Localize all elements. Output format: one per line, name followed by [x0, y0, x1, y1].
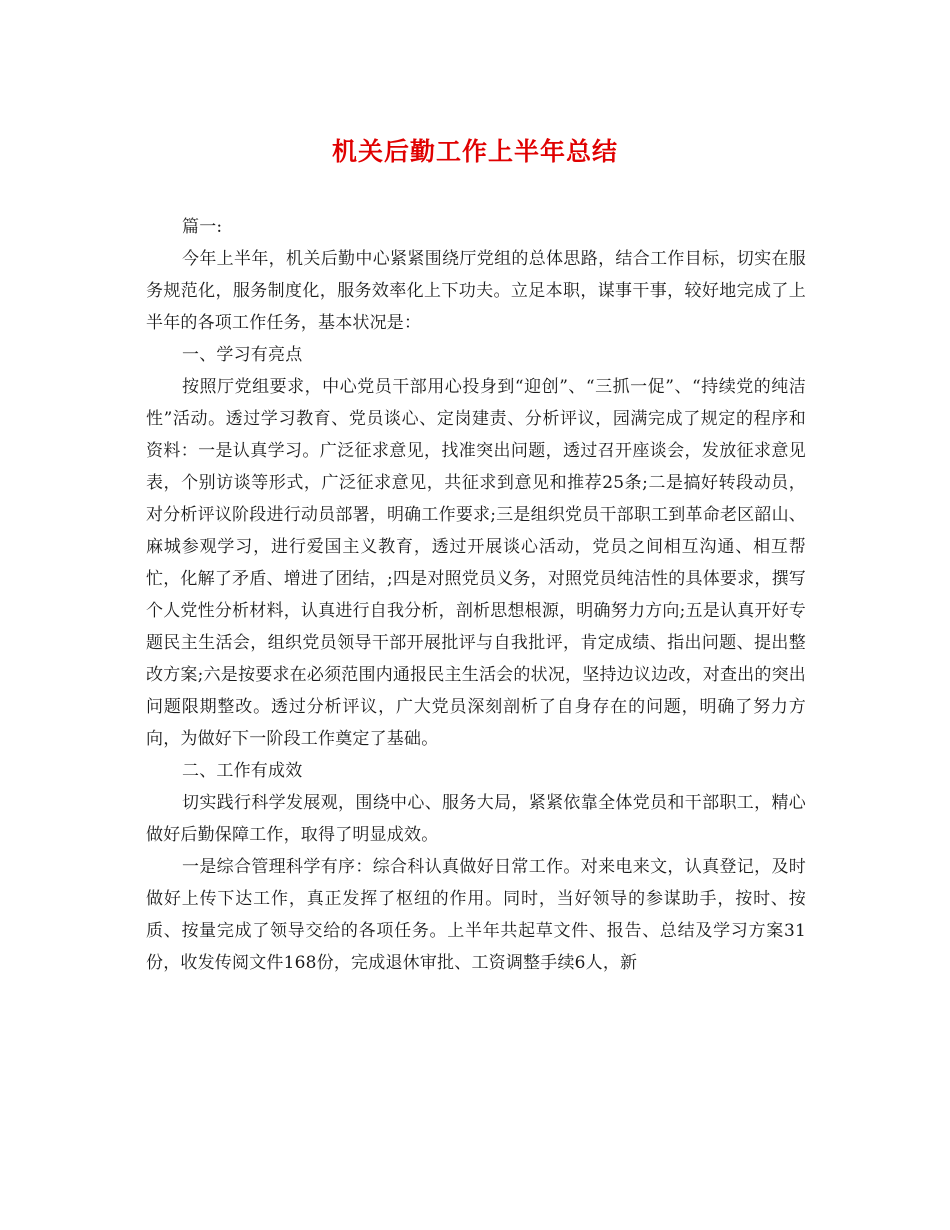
document-title: 机关后勤工作上半年总结	[331, 137, 618, 166]
section-heading: 一、学习有亮点	[182, 345, 303, 365]
section-label: 篇一:	[182, 217, 223, 237]
document-body	[146, 211, 806, 979]
intro-paragraph: 今年上半年，机关后勤中心紧紧围绕厅党组的总体思路，结合工作目标，切实在服务规范化，服务制度化，服务效率化上下功夫。立足本职，谋事干事，较好地完成了上半年的各项工作任务，基本状况是：	[146, 249, 806, 333]
body-paragraph: 按照厅党组要求，中心党员干部用心投身到“迎创”、“三抓一促”、“持续党的纯洁性”活动。透过学习教育、党员谈心、定岗建责、分析评议，园满完成了规定的程序和资料：一是认真学习。广泛征求意见，找准突出问题，透过召开座谈会，发放征求意见表，个别访谈等形式，广泛征求意见，共征求到意见和推荐25条;二是搞好转段动员，对分析评议阶段进行动员部署，明确工作要求;三是组织党员干部职工到革命老区韶山、麻城参观学习，进行爱国主义教育，透过开展谈心活动，党员之间相互沟通、相互帮忙，化解了矛盾、增进了团结，;四是对照党员义务，对照党员纯洁性的具体要求，撰写个人党性分析材料，认真进行自我分析，剖析思想根源，明确努力方向;五是认真开好专题民主生活会，组织党员领导干部开展批评与自我批评，肯定成绩、指出问题、提出整改方案;六是按要求在必须范围内通报民主生活会的状况，坚持边议边改，对查出的突出问题限期整改。透过分析评议，广大党员深刻剖析了自身存在的问题，明确了努力方向，为做好下一阶段工作奠定了基础。	[146, 377, 806, 749]
body-paragraph: 切实践行科学发展观，围绕中心、服务大局，紧紧依靠全体党员和干部职工，精心做好后勤保障工作，取得了明显成效。	[146, 793, 806, 845]
body-paragraph: 一是综合管理科学有序：综合科认真做好日常工作。对来电来文，认真登记，及时做好上传下达工作，真正发挥了枢纽的作用。同时，当好领导的参谋助手，按时、按质、按量完成了领导交给的各项任务。上半年共起草文件、报告、总结及学习方案31份，收发传阅文件168份，完成退休审批、工资调整手续6人，新	[146, 857, 806, 973]
section-heading: 二、工作有成效	[182, 761, 303, 781]
